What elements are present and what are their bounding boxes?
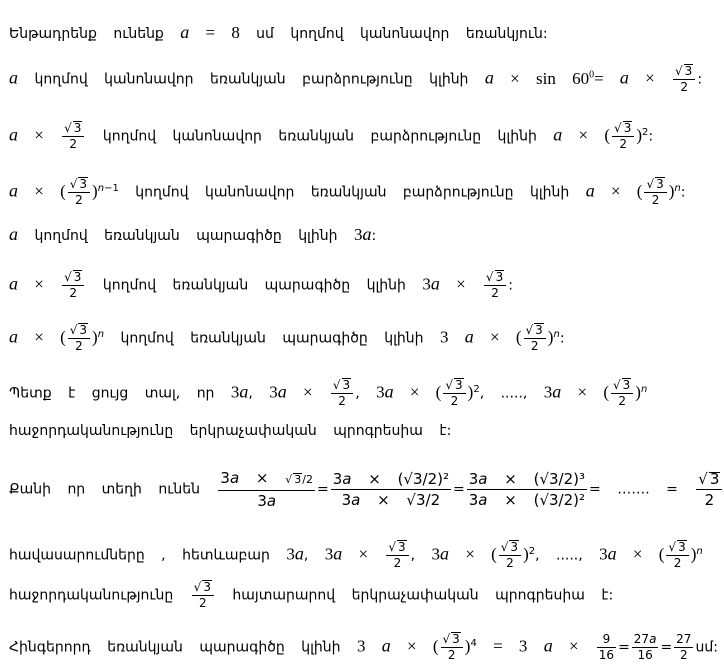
word: հետևաբար: [182, 547, 270, 564]
word: կողմով: [290, 26, 344, 42]
word: սմ: [256, 26, 274, 42]
word: հայտարարով: [232, 587, 336, 604]
word: տեղի: [101, 481, 142, 498]
word: ունենք: [113, 26, 164, 42]
word: կլինի: [497, 128, 537, 145]
word: կողմով: [102, 277, 157, 294]
word: կողմով: [34, 71, 88, 88]
word: պարագիծը: [196, 228, 282, 244]
line-11: հավասարումները , հետևաբար 3a, 3a × $\frac{√ 3}{2}$ , 3a × ( $\frac{√ 3}{2}$ )$^2$, ....., 3a × ( $\frac{√ 3}{2}$ )$^n$: [9, 540, 703, 570]
word: կանոնավոր: [104, 71, 194, 88]
word: ունեն: [158, 481, 200, 498]
word: եռանկյան: [278, 128, 355, 145]
word: հաջորդականությունը: [9, 423, 174, 439]
word: Քանի: [9, 481, 51, 498]
line-6: a × $\frac{√ 3}{2}$ կողմով եռանկյան պարագիծը կլինի 3a × $\frac{√ 3}{2}$ :: [9, 270, 513, 300]
line-4: a × ( $\frac{√ 3}{2}$ )$^{n-1}$ կողմով կանոնավոր եռանկյան բարձրությունը կլինի a × ( $\frac{√ 3}{2}$ )$^n$:: [9, 177, 686, 207]
word: է: [439, 423, 447, 439]
word: որ: [196, 385, 215, 402]
word: ցույց: [91, 385, 129, 402]
word: կողմով: [135, 184, 189, 201]
word: պրոգրեսիա: [333, 423, 423, 439]
word: եռանկյան: [310, 184, 387, 201]
word: տալ,: [144, 385, 181, 402]
line-2: a կողմով կանոնավոր եռանկյան բարձրությունը կլինի $a \times \sin 60^0= a$ × $\frac{√ 3}{2}$ :: [9, 64, 703, 94]
word: կլինի: [384, 330, 424, 347]
line-1: Ենթադրենք ունենք a = 8 սմ կողմով կանոնավոր եռանկյուն:: [9, 22, 548, 42]
word: Պետք: [9, 385, 52, 402]
line-12: հաջորդականությունը $\frac{√ 3}{2}$ հայտարարով երկրաչափական պրոգրեսիա է:: [9, 580, 614, 610]
word: հավասարումները ,: [9, 547, 166, 564]
word: եռանկյան: [104, 228, 180, 244]
word: պրոգրեսիա: [495, 587, 585, 604]
word: պարագիծը: [199, 639, 285, 656]
word: է: [68, 385, 76, 402]
line-10: Քանի որ տեղի ունեն $\frac{3a \times √ 3/2}{3a}$ = $\frac{\text{3a × (√3/2)²}}{3a \times √3/2}$ = $\frac{\text{3a × (√3/2)³}}{\text{3a × (√3/2)²}}$ = ……. = $\frac{√ 3}{2}$: [9, 468, 724, 511]
word: որ: [67, 481, 86, 498]
word: բարձրությունը: [402, 184, 514, 201]
line-13: Հինգերորդ եռանկյան պարագիծը կլինի 3 a × ( $\frac{√ 3}{2}$ )$^4$ = 3 a × $\frac{9}{16}$ = $\frac{27a}{16}$ = $\frac{27}{2}$ սմ:: [9, 632, 718, 662]
word: կլինի: [301, 639, 341, 656]
word: կլինի: [429, 71, 469, 88]
word: Ենթադրենք: [9, 26, 97, 42]
word: կողմով: [102, 128, 157, 145]
word: երկրաչափական: [351, 587, 479, 604]
word: եռանկյուն: [465, 26, 543, 42]
word: կանոնավոր: [172, 128, 262, 145]
word: կլինի: [298, 228, 338, 244]
word: կանոնավոր: [360, 26, 450, 42]
word: եռանկյան: [210, 71, 286, 88]
word: է: [601, 587, 609, 604]
word: երկրաչափական: [189, 423, 317, 439]
line-3: a × $\frac{√ 3}{2}$ կողմով կանոնավոր եռանկյան բարձրությունը կլինի a × ( $\frac{√ 3}{2}$ )$^2$:: [9, 121, 654, 151]
word: կանոնավոր: [204, 184, 295, 201]
word: եռանկյան: [107, 639, 183, 656]
word: պարագիծը: [264, 277, 351, 294]
word: եռանկյան: [172, 277, 249, 294]
word: բարձրությունը: [370, 128, 482, 145]
line-8: Պետք է ցույց տալ, որ 3a, 3a × $\frac{√ 3}{2}$ , 3a × ( $\frac{√ 3}{2}$ )$^2$, ....., 3a × ( $\frac{√ 3}{2}$ )$^n$: [9, 378, 648, 408]
word: կլինի: [366, 277, 406, 294]
word: սմ: [695, 639, 714, 656]
word: եռանկյան: [190, 330, 266, 347]
word: պարագիծը: [282, 330, 368, 347]
word: Հինգերորդ: [9, 639, 91, 656]
word: կլինի: [529, 184, 570, 201]
word: կողմով: [120, 330, 174, 347]
line-9: հաջորդականությունը երկրաչափական պրոգրեսիա է:: [9, 423, 452, 439]
word: կողմով: [34, 228, 88, 244]
line-5: a կողմով եռանկյան պարագիծը կլինի 3a:: [9, 224, 377, 244]
line-7: a × ( $\frac{√ 3}{2}$ )$^n$ կողմով եռանկյան պարագիծը կլինի 3 a × ( $\frac{√ 3}{2}$ )$^n$:: [9, 323, 565, 353]
word: բարձրությունը: [302, 71, 413, 88]
word: հաջորդականությունը: [9, 587, 174, 604]
